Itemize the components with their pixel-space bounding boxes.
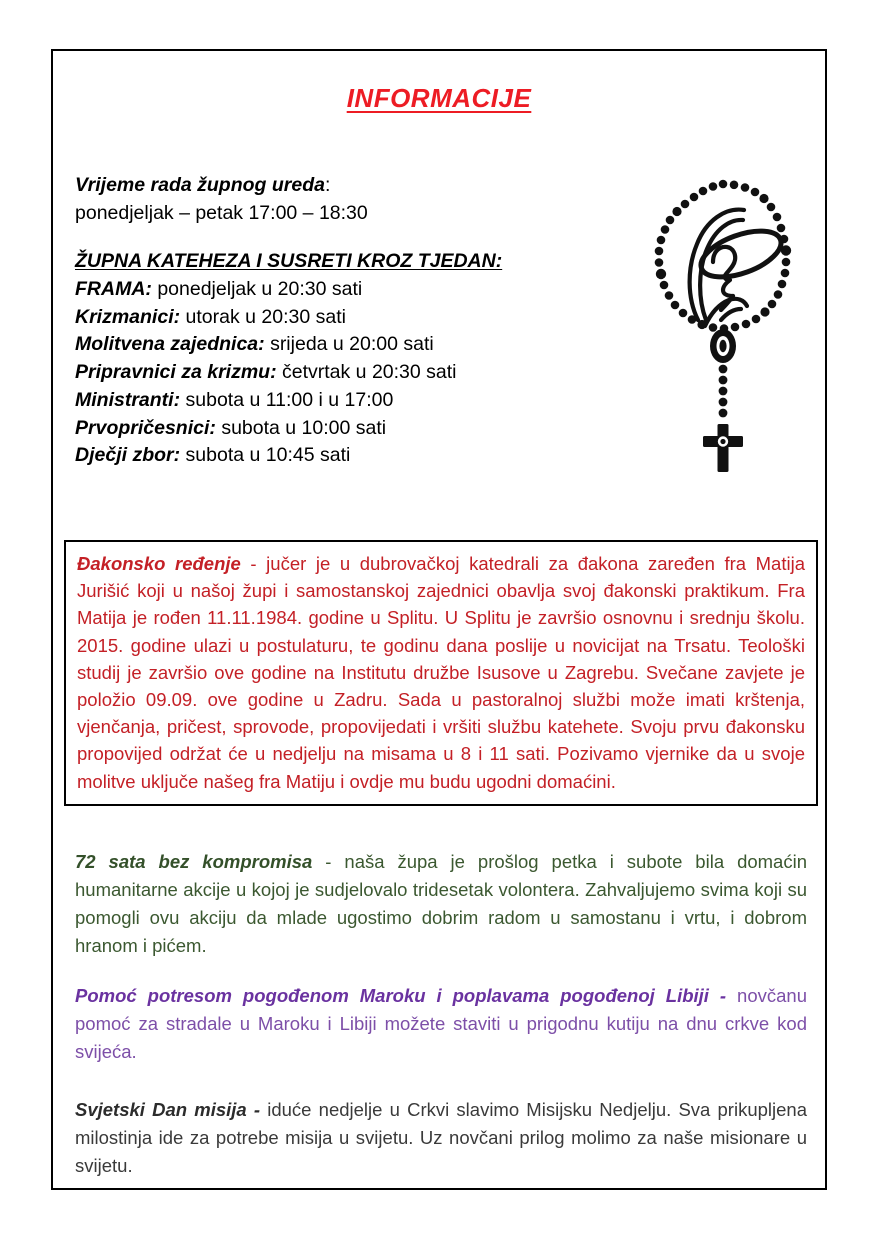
notice-text	[75, 1096, 807, 1180]
notice-body: - jučer je u dubrovačkoj katedrali za đakona zaređen fra Matija Jurišić koji u našoj župi i samostanskoj zajednici obavlja svoj đakonski praktikum. Fra Matija je rođen 11.11.1984. godine u Splitu. U Splitu je završio osnovnu i srednju školu. 2015. godine ulazi u postulaturu, te godinu dana poslije u novicijat na Trsatu. Teološki studij je završio ove godine na Institutu družbe Isusove u Zagrebu. Svečane zavjete je položio 09.09. ove godine u Zadru. Sada u pastoralnoj službi može imati krštenja, vjenčanja, pričest, sprovode, propovijedati i vršiti službu katehete. Svoju prvu đakonsku propovijed održat će u nedjelju na misama u 8 i 11 sati. Pozivamo vjernike da u svoje molitve uključe našeg fra Matiju i ovdje mu budu ugodni domaćini.	[77, 553, 805, 792]
notice-body: novčanu pomoć za stradale u Maroku i Libiji možete staviti u prigodnu kutiju na dnu crkve kod svijeća.	[75, 985, 808, 1063]
schedule-spacer	[75, 227, 615, 248]
notice-body: iduće nedjelje u Crkvi slavimo Misijsku Nedjelju. Sva prikupljena milostinja ide za potrebe misija u svijetu. Uz novčani prilog molimo za naše misionare u svijetu.	[75, 1099, 807, 1177]
catechesis-group-label: Ministranti:	[75, 388, 181, 411]
office-hours-label-suffix: :	[324, 174, 331, 196]
catechesis-group-time: srijeda u 20:00 sati	[270, 333, 434, 356]
notice-body: - naša župa je prošlog petka i subote bila domaćin humanitarne akcije u kojoj je sudjelovalo tridesetak volontera. Zahvaljujemo svima koji su pomogli ovu akciju da mlade ugostimo dobrim radom u samostanu i vrtu, i dobrom hranom i pićem.	[75, 851, 807, 957]
catechesis-heading: ŽUPNA KATEHEZA I SUSRETI KROZ TJEDAN:	[75, 250, 503, 273]
catechesis-item-prvopricesnici	[75, 415, 615, 443]
notice-lead: Pomoć potresom pogođenom Maroku i poplavama pogođenoj Libiji -	[75, 985, 727, 1006]
office-hours-label: Vrijeme rada župnog ureda	[75, 174, 325, 196]
halo-icon	[695, 222, 787, 286]
catechesis-group-time: subota u 11:00 i u 17:00	[185, 388, 394, 411]
notice-box-deacon-ordination	[64, 540, 818, 806]
notice-text	[75, 982, 807, 1066]
notice-text	[75, 848, 807, 960]
notice-72-hours-without-compromise	[75, 848, 807, 960]
catechesis-item-ministranti	[75, 387, 615, 415]
document-page	[51, 49, 827, 1190]
office-hours-value: ponedjeljak – petak 17:00 – 18:30	[75, 201, 368, 224]
catechesis-item-molitvena-zajednica	[75, 331, 615, 359]
catechesis-group-label: Krizmanici:	[75, 305, 181, 328]
notice-lead: Svjetski Dan misija -	[75, 1099, 261, 1120]
notice-world-mission-day	[75, 1096, 807, 1180]
madonna-profile	[690, 210, 747, 326]
notice-aid-morocco-libya	[75, 982, 807, 1066]
notice-lead: Đakonsko ređenje	[77, 553, 241, 574]
catechesis-group-label: Molitvena zajednica:	[75, 333, 265, 356]
catechesis-group-time: ponedjeljak u 20:30 sati	[157, 278, 363, 301]
catechesis-group-label: Prvopričesnici:	[75, 416, 216, 439]
office-hours-label-line	[75, 172, 615, 200]
catechesis-item-krizmanici	[75, 304, 615, 332]
rosary-with-madonna-icon	[643, 170, 803, 500]
page-title: INFORMACIJE	[346, 83, 532, 113]
cross-icon	[703, 424, 743, 472]
catechesis-group-label: FRAMA:	[75, 278, 152, 301]
catechesis-group-time: subota u 10:45 sati	[185, 444, 351, 467]
notice-lead: 72 sata bez kompromisa	[75, 851, 313, 872]
catechesis-group-label: Pripravnici za krizmu:	[75, 361, 277, 384]
catechesis-group-label: Dječji zbor:	[75, 444, 181, 467]
catechesis-group-time: subota u 10:00 sati	[221, 416, 387, 439]
catechesis-item-pripravnici-za-krizmu	[75, 359, 615, 387]
rosary-pendant-beads	[719, 365, 728, 418]
catechesis-item-frama	[75, 276, 615, 304]
catechesis-group-time: četvrtak u 20:30 sati	[282, 361, 457, 384]
catechesis-item-djecji-zbor	[75, 442, 615, 470]
schedule-block	[75, 172, 615, 470]
rosary-center-medal	[710, 329, 736, 363]
notice-text	[77, 550, 805, 795]
catechesis-group-time: utorak u 20:30 sati	[185, 305, 346, 328]
